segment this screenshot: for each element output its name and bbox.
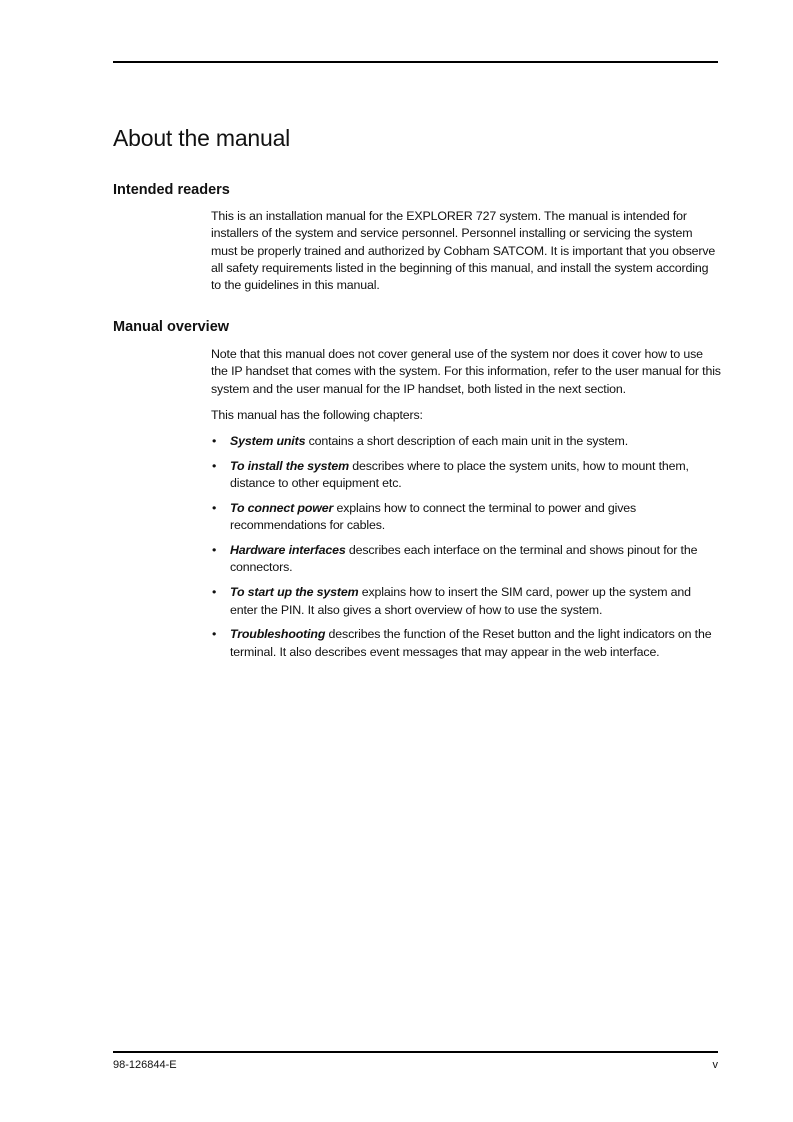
list-item: [211, 500, 721, 535]
chapter-description: describes the function of the Reset button and the light indicators on the terminal. It also describes event messages that may appear in the web interface.: [230, 627, 712, 659]
intended-readers-body: [211, 208, 721, 303]
list-item: [211, 542, 721, 577]
chapter-description: describes each interface on the terminal and shows pinout for the connectors.: [230, 543, 698, 575]
bullet-icon: •: [212, 458, 217, 473]
bullet-icon: •: [212, 585, 217, 600]
chapter-name: To install the system: [230, 458, 349, 473]
footer-doc-number: 98-126844-E: [113, 1059, 177, 1071]
chapter-name: To start up the system: [230, 585, 359, 600]
chapter-name: Troubleshooting: [230, 627, 326, 642]
chapter-list: [211, 433, 721, 661]
header-rule: [113, 61, 718, 63]
section-heading-manual-overview: Manual overview: [113, 319, 230, 335]
chapter-description: describes where to place the system units, how to mount them, distance to other equipment etc.: [230, 458, 689, 491]
bullet-icon: •: [212, 543, 217, 558]
bullet-icon: •: [212, 434, 217, 449]
bullet-icon: •: [212, 501, 217, 516]
list-item: [211, 433, 721, 450]
paragraph: This manual has the following chapters:: [211, 407, 423, 422]
section-heading-intended-readers: Intended readers: [113, 182, 230, 198]
list-item: [211, 458, 721, 493]
page-title: About the manual: [113, 125, 291, 151]
chapter-description: explains how to connect the terminal to power and gives recommendations for cables.: [230, 501, 637, 533]
list-item: [211, 626, 721, 661]
paragraph: Note that this manual does not cover general use of the system nor does it cover how to use the IP handset that comes with the system. For this information, refer to the user manual for this system and the user manual for the IP handset, both listed in the next section.: [211, 347, 721, 396]
chapter-name: Hardware interfaces: [230, 543, 346, 558]
footer-rule: [113, 1051, 718, 1053]
chapter-name: To connect power: [230, 501, 334, 516]
chapter-description: contains a short description of each main unit in the system.: [305, 434, 628, 449]
list-item: [211, 584, 721, 619]
chapter-description: explains how to insert the SIM card, power up the system and enter the PIN. It also gives a short overview of how to use the system.: [230, 585, 691, 617]
footer-page-number: v: [712, 1059, 718, 1071]
bullet-icon: •: [212, 627, 217, 642]
chapter-name: System units: [230, 434, 306, 449]
paragraph: This is an installation manual for the EXPLORER 727 system. The manual is intended for installers of the system and service personnel. Personnel installing or servicing the system must be properly trained and authorized by Cobham SATCOM. It is important that you observe all safety requirements listed in the beginning of this manual, and install the system according to the guidelines in this manual.: [211, 209, 716, 293]
manual-overview-body: [211, 346, 721, 668]
